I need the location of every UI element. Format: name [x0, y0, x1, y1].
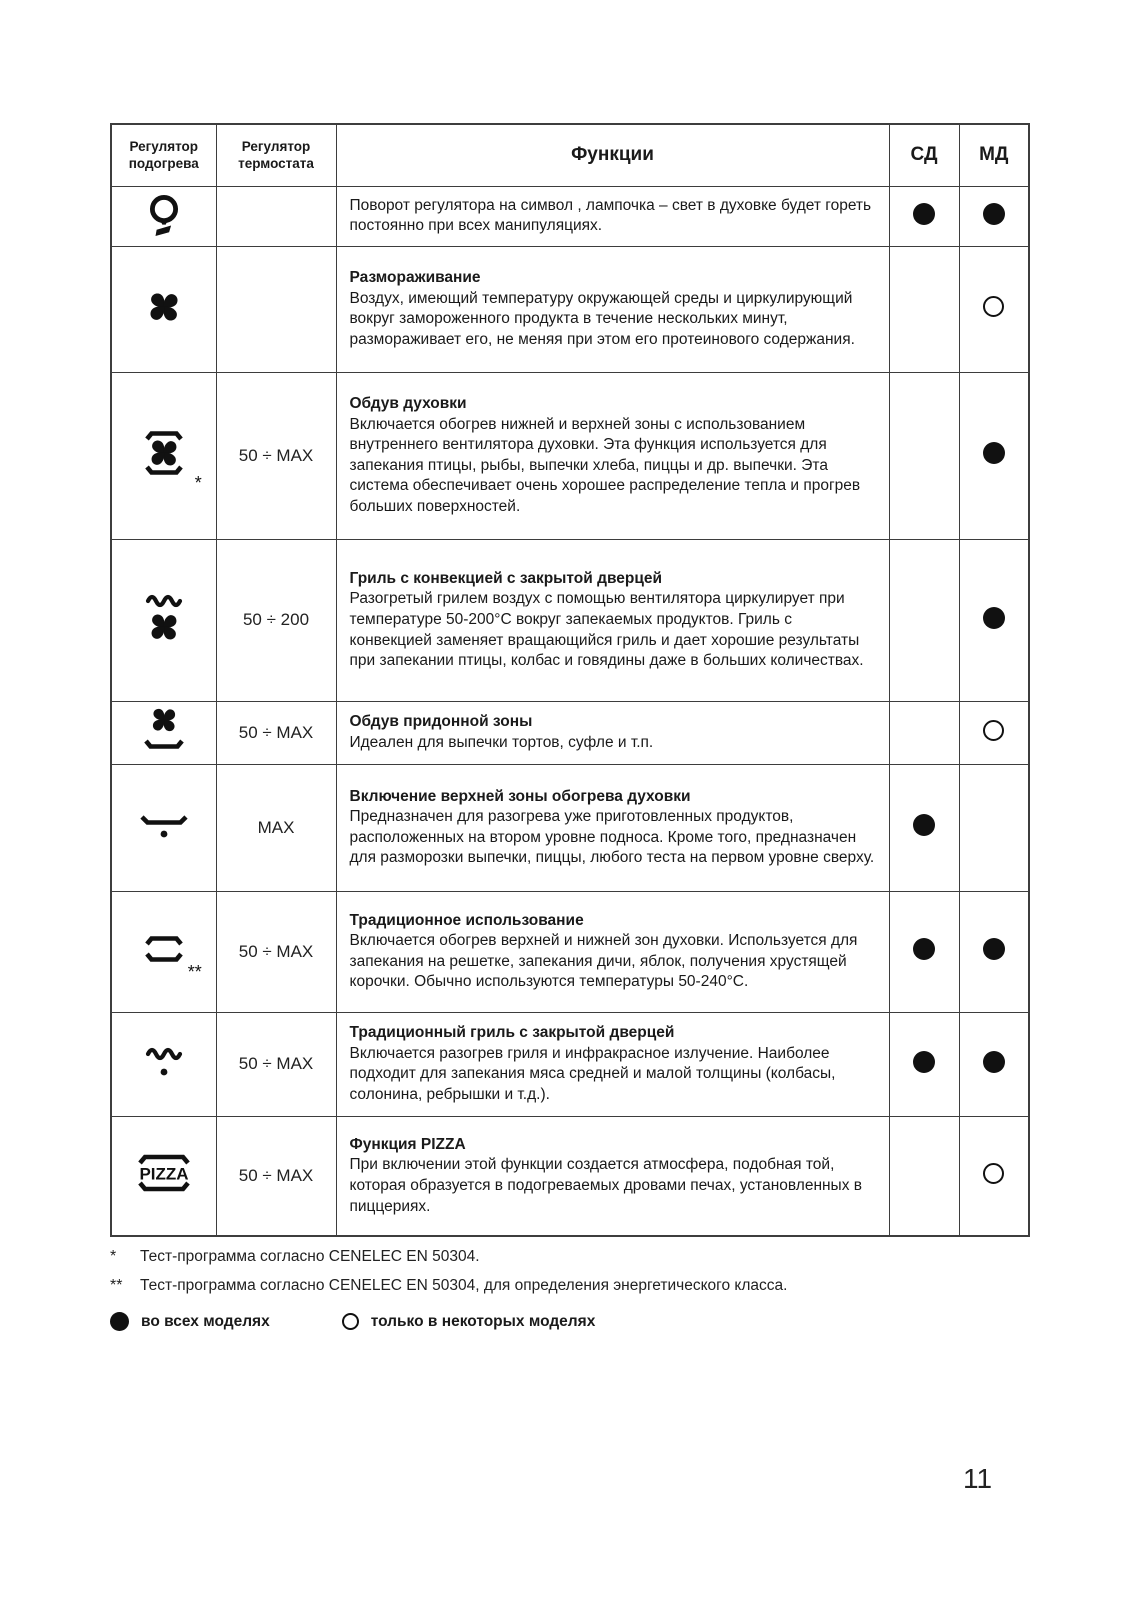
- md-indicator: [983, 1163, 1004, 1184]
- function-title: Функция PIZZA: [349, 1135, 466, 1153]
- md-indicator: [983, 442, 1005, 464]
- thermostat-range: [216, 186, 336, 246]
- function-title: Включение верхней зоны обогрева духовки: [349, 787, 691, 805]
- header-sd: СД: [889, 124, 959, 186]
- footnote-marker: *: [194, 473, 202, 494]
- oven-functions-table: [110, 123, 1030, 1237]
- sd-indicator: [913, 203, 935, 225]
- legend-some-models: [342, 1313, 596, 1331]
- footnote-asterisk: *: [110, 1248, 117, 1265]
- legend: [110, 1312, 595, 1331]
- filled-circle-icon: [110, 1312, 129, 1331]
- header-heat-regulator: Регулятор подогрева: [111, 124, 216, 186]
- function-text: Поворот регулятора на символ , лампочка – свет в духовке будет гореть постоянно при всех манипуляциях.: [349, 196, 872, 235]
- function-text: Включается обогрев верхней и нижней зон духовки. Используется для запекания на решетке, запекания дичи, яблок, получения хрустящей корочки. Обычно используются температуры 50-240°С.: [349, 932, 858, 991]
- md-indicator: [983, 607, 1005, 629]
- legend-label: только в некоторых моделях: [370, 1312, 596, 1330]
- thermostat-range: [216, 246, 336, 372]
- footnote-double-asterisk: **: [110, 1276, 123, 1294]
- md-indicator: [983, 938, 1005, 960]
- header-functions: Функции: [336, 124, 889, 186]
- header-thermostat-regulator: Регулятор термостата: [216, 124, 336, 186]
- top-bottom-elements-icon: [140, 925, 188, 973]
- fan-between-elements-icon: [140, 422, 188, 484]
- function-title: Традиционный гриль с закрытой дверцей: [349, 1024, 675, 1041]
- thermostat-range: 50 ÷ 200: [216, 539, 336, 701]
- header-md: МД: [959, 124, 1029, 186]
- function-text: При включении этой функции создается атмосфера, подобная той, которая образуется в подогреваемых дровами печах, установленных в пиццериях.: [349, 1156, 862, 1215]
- sd-indicator: [913, 938, 935, 960]
- footnote-marker: **: [187, 962, 202, 983]
- table-row: [111, 891, 1029, 1012]
- legend-label: во всех моделях: [141, 1312, 270, 1330]
- grill-with-fan-icon: [140, 585, 188, 651]
- legend-all-models: [110, 1312, 270, 1331]
- page-number: 11: [963, 1463, 993, 1494]
- table-row: [111, 1116, 1029, 1236]
- top-heat-element-icon: [136, 803, 192, 847]
- thermostat-range: 50 ÷ MAX: [216, 701, 336, 764]
- fan-icon: [142, 285, 186, 329]
- grill-element-icon: [140, 1037, 188, 1087]
- thermostat-range: 50 ÷ MAX: [216, 891, 336, 1012]
- table-row: [111, 701, 1029, 764]
- footnote-text: Тест-программа согласно CENELEC EN 50304.: [140, 1248, 480, 1265]
- md-indicator: [983, 203, 1005, 225]
- function-title: Гриль с конвекцией с закрытой дверцей: [349, 569, 663, 587]
- function-text: Включается разогрев гриля и инфракрасное излучение. Наиболее подходит для запекания мяса средней и малой толщины (колбасы, солонина, ребрышки и т.д.).: [349, 1044, 836, 1103]
- table-row: [111, 246, 1029, 372]
- function-text: Включается обогрев нижней и верхней зоны с использованием внутреннего вентилятора духовки. Эта функция используется для запекания птицы, рыбы, выпечки хлеба, пиццы и др. выпечки. Эта система обеспечивает очень хорошее распределение тепла и прогрев больших поверхностей.: [349, 415, 861, 515]
- md-indicator: [983, 1051, 1005, 1073]
- table-row: [111, 186, 1029, 246]
- footnote-line: [110, 1243, 1030, 1272]
- header-row: [111, 124, 1029, 186]
- function-title: Размораживание: [349, 269, 481, 286]
- thermostat-range: 50 ÷ MAX: [216, 1012, 336, 1116]
- md-indicator: [983, 720, 1004, 741]
- footnote-line: [110, 1272, 1030, 1301]
- function-text: Идеален для выпечки тортов, суфле и т.п.: [349, 733, 654, 751]
- table-row: [111, 372, 1029, 539]
- open-circle-icon: [342, 1313, 359, 1330]
- footnotes: [110, 1243, 1030, 1301]
- function-text: Предназначен для разогрева уже приготовленных продуктов, расположенных на втором уровне подноса. Кроме того, предназначен для разморозки выпечки, пиццы, любого теста на первом уровне сверху.: [349, 808, 875, 867]
- function-title: Обдув придонной зоны: [349, 713, 533, 731]
- table-row: [111, 764, 1029, 891]
- function-title: Обдув духовки: [349, 394, 467, 412]
- md-indicator: [983, 296, 1004, 317]
- sd-indicator: [913, 1051, 935, 1073]
- table-row: [111, 1012, 1029, 1116]
- sd-indicator: [913, 814, 935, 836]
- table-row: [111, 539, 1029, 701]
- thermostat-range: MAX: [216, 764, 336, 891]
- thermostat-range: 50 ÷ MAX: [216, 1116, 336, 1236]
- fan-over-bottom-element-icon: [140, 702, 188, 758]
- footnote-text: Тест-программа согласно CENELEC EN 50304, для определения энергетического класса.: [140, 1276, 788, 1294]
- svg-text:PIZZA: PIZZA: [139, 1164, 189, 1184]
- function-text: Воздух, имеющий температуру окружающей среды и циркулирующий вокруг замороженного продукта в течение нескольких минут, размораживает его, не меняя при этом его протеинового содержания.: [349, 289, 855, 348]
- function-text: Разогретый грилем воздух с помощью вентилятора циркулирует при температуре 50-200°С вокруг запекаемых продуктов. Гриль с конвекцией заменяет вращающийся гриль и дает хорошие результаты при запекании птицы, колбас и говядины даже в больших количествах.: [349, 590, 864, 670]
- function-title: Традиционное использование: [349, 911, 584, 929]
- thermostat-range: 50 ÷ MAX: [216, 372, 336, 539]
- lamp-icon: [147, 192, 181, 236]
- pizza-function-icon: [132, 1143, 196, 1203]
